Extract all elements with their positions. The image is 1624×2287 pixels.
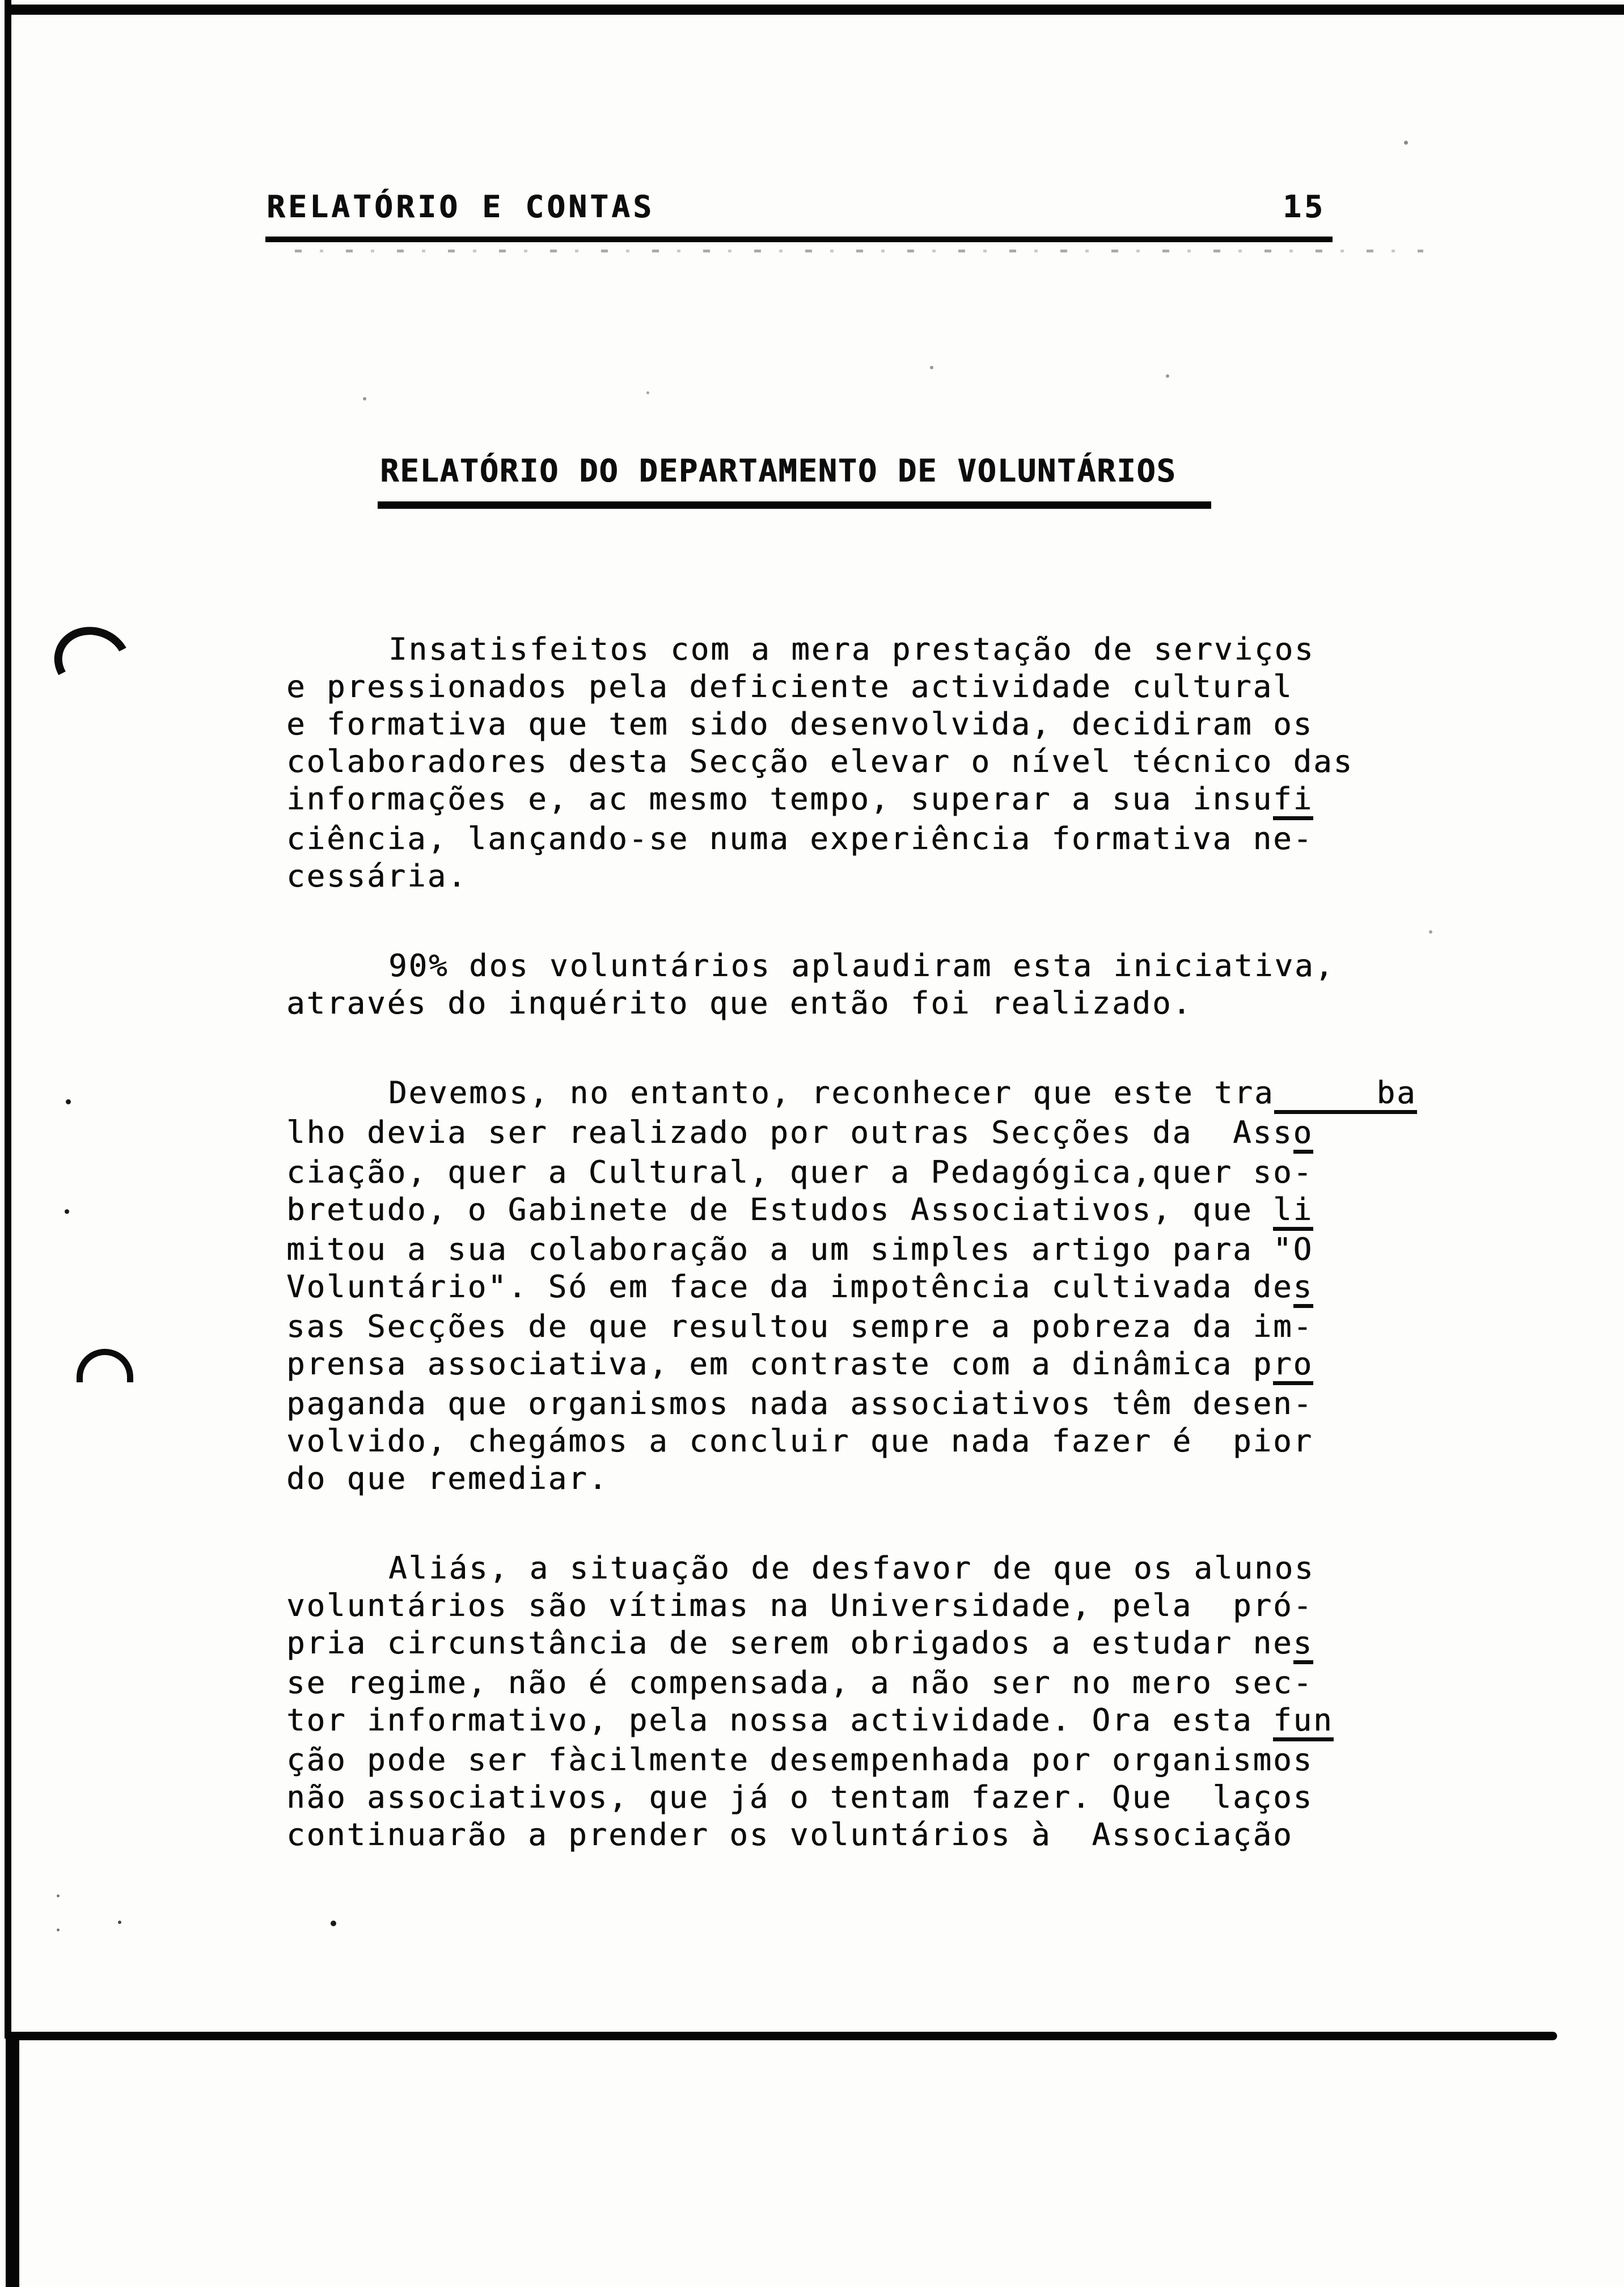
text-line: através do inquérito que então foi realizado. [286,985,1192,1021]
scan-noise-dashes [295,250,1423,252]
text-line: Aliás, a situação de desfavor de que os alunos [388,1550,1315,1586]
scan-speck [1404,141,1408,145]
paragraph [286,1550,1375,1854]
scan-speck [57,1929,60,1931]
text-line: pria circunstância de serem obrigados a estudar nes [286,1624,1375,1664]
paragraph [286,631,1375,895]
text-line: prensa associativa, em contraste com a dinâmica pro [286,1345,1375,1385]
page-number: 15 [1282,189,1326,225]
text-line: 90% dos voluntários aplaudiram esta iniciativa, [388,948,1335,984]
scan-speck [1166,374,1169,378]
scan-speck [363,397,366,400]
text-line: Insatisfeitos com a mera prestação de serviços [388,631,1315,667]
scan-arc-mark [77,1349,133,1382]
page-border-left-lower [6,2032,19,2287]
text-line: voluntários são vítimas na Universidade, pela pró- [286,1588,1314,1623]
page-border-left [5,0,11,2039]
text-line: e formativa que tem sido desenvolvida, decidiram os [286,706,1314,742]
scan-speck [118,1921,121,1924]
text-line: cessária. [286,858,468,894]
text-line: ciência, lançando-se numa experiência formativa ne- [286,821,1314,856]
continuation-underline: o [1293,1116,1314,1154]
text-line: paganda que organismos nada associativos têm desen- [286,1386,1314,1421]
text-line: Voluntário". Só em face da impotência cultivada des [286,1268,1375,1308]
text-line: mitou a sua colaboração a um simples artigo para "O [286,1231,1314,1267]
continuation-underline: fi [1273,783,1313,820]
scan-speck [1429,930,1432,934]
continuation-underline: fun [1273,1704,1334,1741]
scan-speck [930,366,933,369]
document-body [286,631,1417,1854]
bottom-rule [9,2032,1557,2040]
header-title: RELATÓRIO E CONTAS [267,189,655,225]
text-line: não associativos, que já o tentam fazer. Que laços [286,1779,1314,1815]
continuation-underline: li [1273,1193,1313,1231]
text-line: e pressionados pela deficiente actividade cultural [286,669,1293,704]
continuation-underline: s [1293,1271,1314,1308]
title-underline [378,501,1211,509]
text-line: bretudo, o Gabinete de Estudos Associativos, que li [286,1191,1375,1231]
scan-speck [646,391,649,394]
scan-speck [66,1099,71,1104]
scan-speck [57,1894,60,1897]
text-line: ciação, quer a Cultural, quer a Pedagógica,quer so- [286,1154,1314,1190]
text-line: se regime, não é compensada, a não ser no mero sec- [286,1665,1314,1701]
text-line: colaboradores desta Secção elevar o nível técnico das [286,744,1354,779]
continuation-underline: s [1293,1627,1314,1664]
text-line: informações e, ac mesmo tempo, superar a sua insufi [286,780,1375,820]
scan-speck [331,1921,336,1926]
header-underline [265,237,1333,242]
text-line: do que remediar. [286,1461,609,1496]
text-line: volvido, chegámos a concluir que nada fazer é pior [286,1423,1314,1459]
running-header [267,189,1326,225]
text-line: sas Secções de que resultou sempre a pobreza da im- [286,1309,1314,1344]
text-line: ção pode ser fàcilmente desempenhada por organismos [286,1742,1314,1778]
text-line: Devemos, no entanto, reconhecer que este tra ba [286,1074,1375,1114]
text-line: continuarão a prender os voluntários à Associação [286,1817,1293,1853]
continuation-underline: ro [1273,1348,1313,1385]
document-title: RELATÓRIO DO DEPARTAMENTO DE VOLUNTÁRIOS [380,453,1177,489]
text-line: tor informativo, pela nossa actividade. Ora esta fun [286,1702,1375,1741]
paragraph [286,947,1375,1022]
page-border-top [5,5,1624,15]
continuation-underline: ba [1274,1077,1416,1114]
scan-speck [65,1209,69,1214]
scan-arc-mark [45,617,139,706]
paragraph [286,1074,1417,1497]
text-line: lho devia ser realizado por outras Secções da Asso [286,1114,1375,1154]
